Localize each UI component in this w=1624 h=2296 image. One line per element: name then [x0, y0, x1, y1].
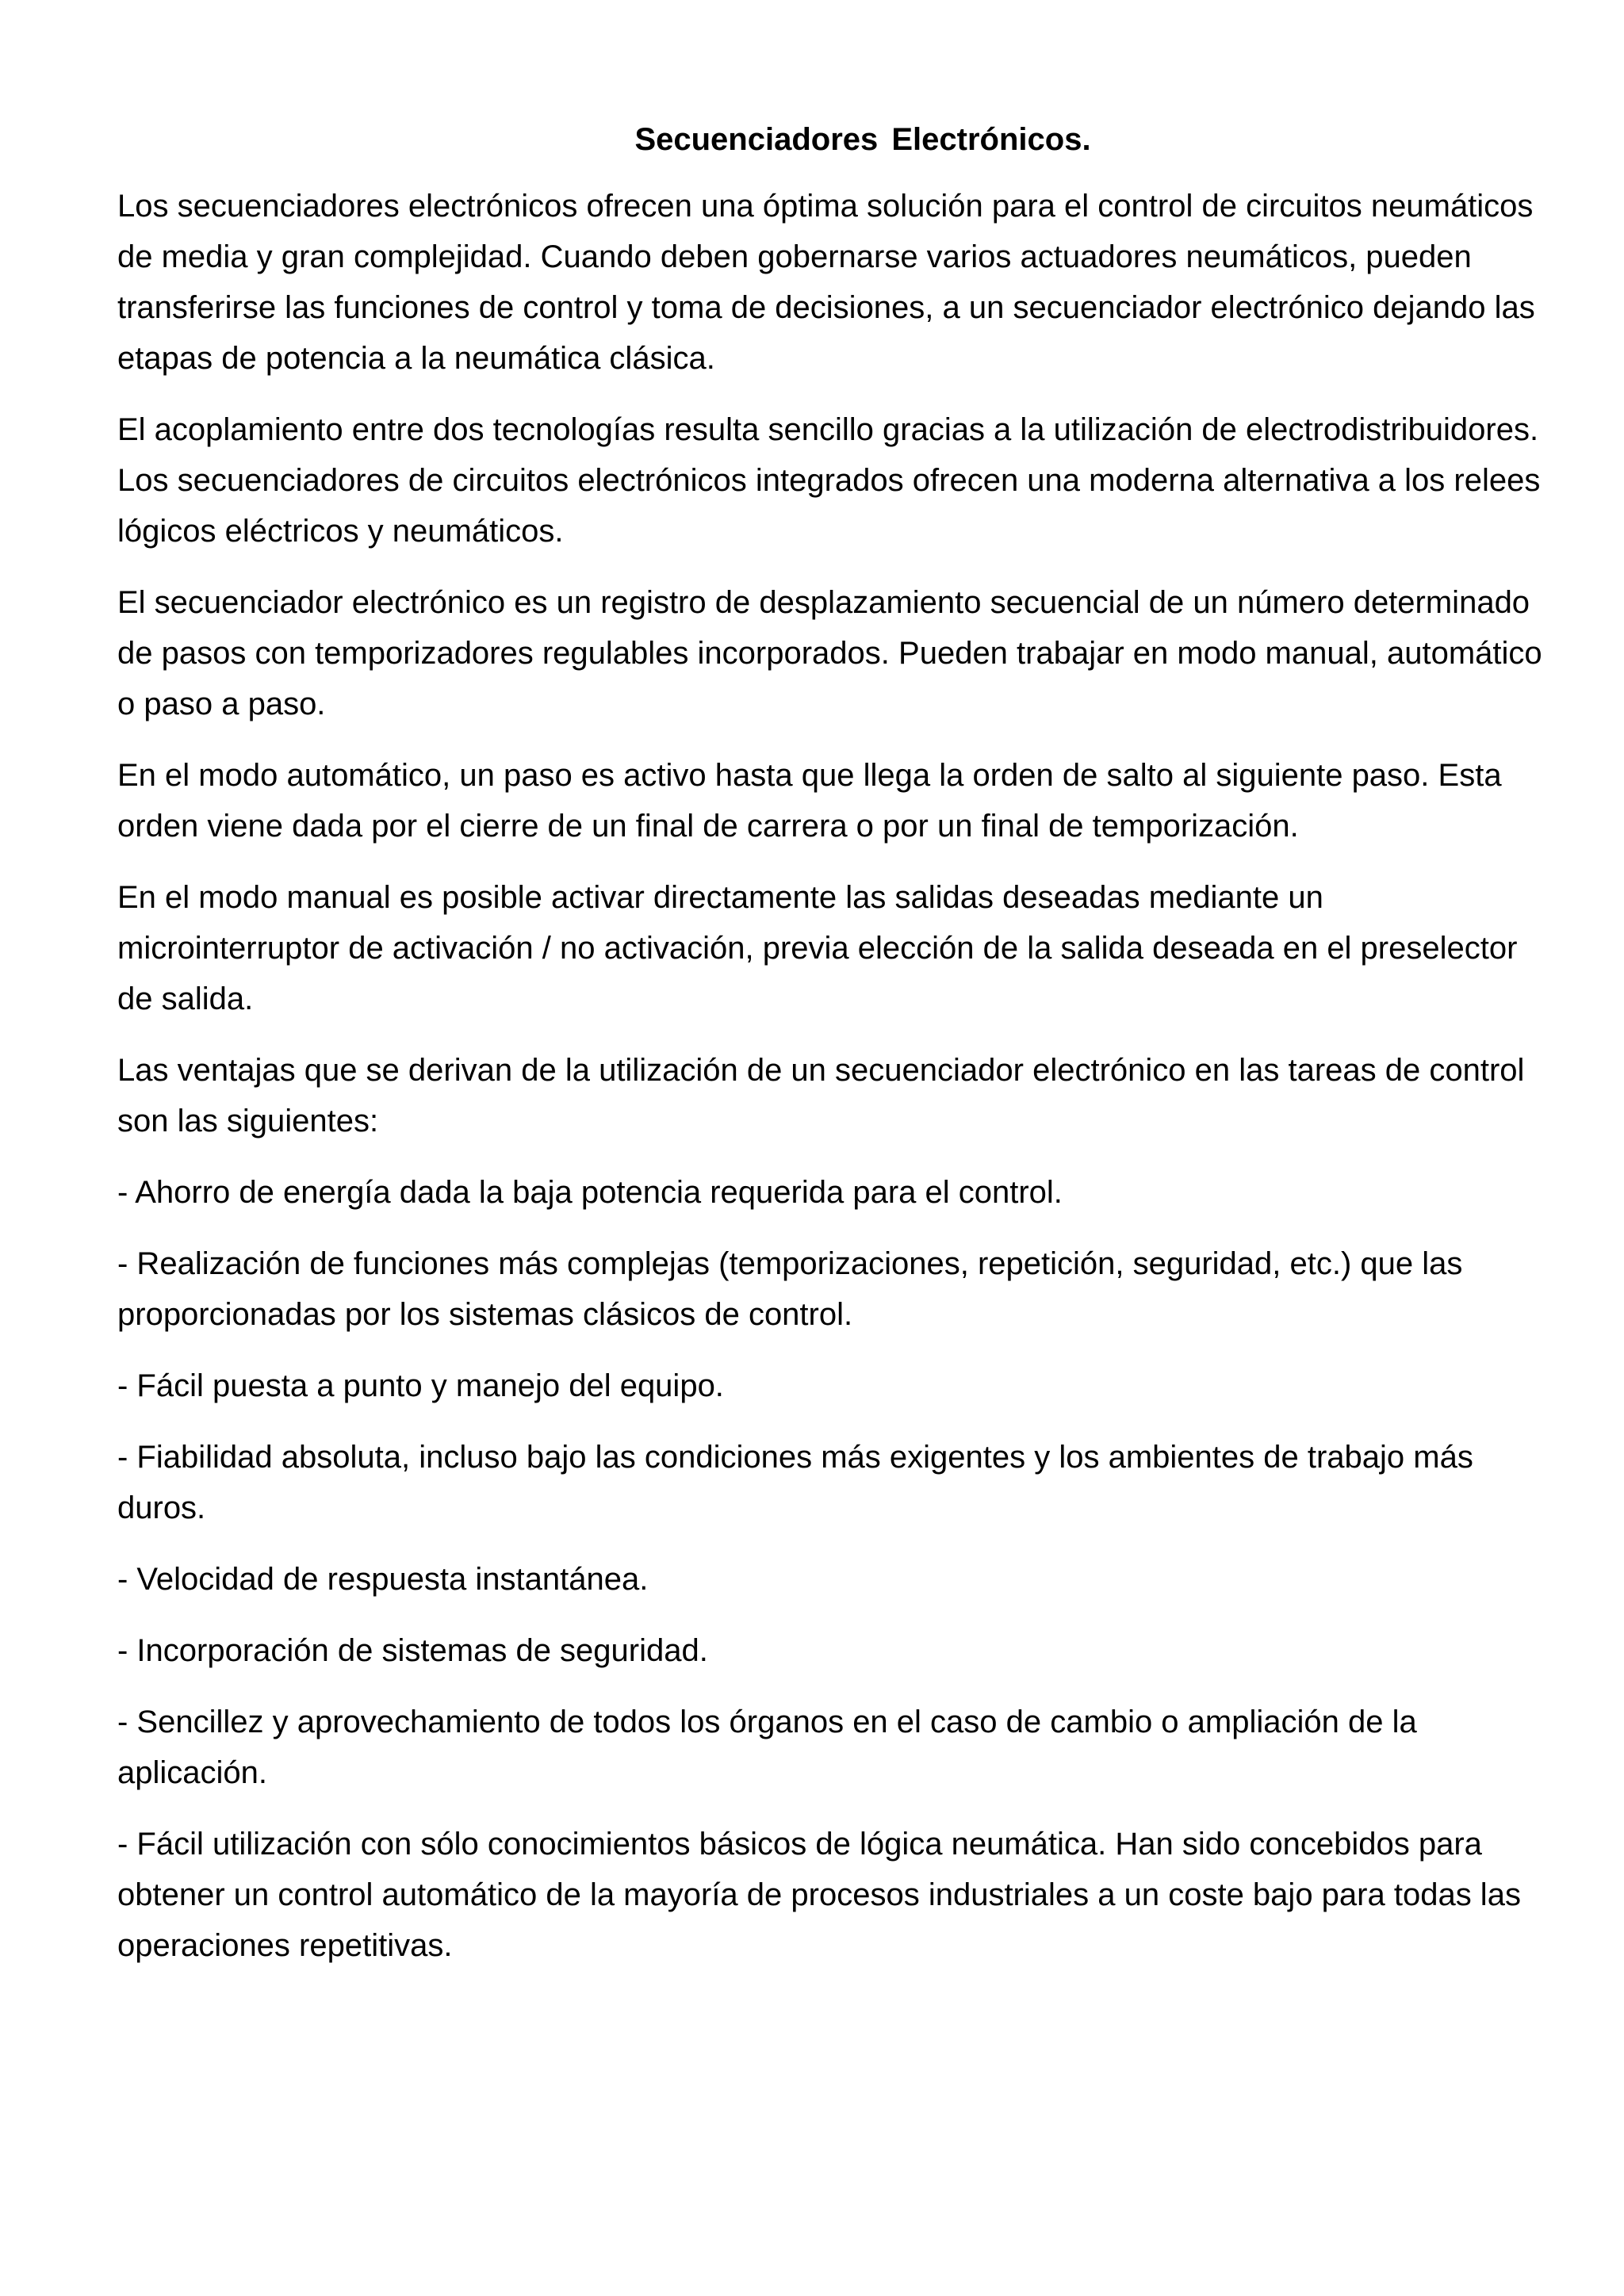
paragraph-definition: El secuenciador electrónico es un registro de desplazamiento secuencial de un número determinado de pasos con temporizadores regulables incorporados. Pueden trabajar en modo manual, automático o paso a paso. — [117, 585, 1542, 721]
paragraph-intro: Los secuenciadores electrónicos ofrecen una óptima solución para el control de circuitos neumáticos de media y gran complejidad. Cuando deben gobernarse varios actuadores neumáticos, pueden transferirse las funciones de control y toma de decisiones, a un secuenciador electrónico dejando las etapas de potencia a la neumática clásica. — [117, 189, 1535, 376]
paragraph-automatic-mode: En el modo automático, un paso es activo hasta que llega la orden de salto al siguiente paso. Esta orden viene dada por el cierre de un final de carrera o por un final de temporización. — [117, 758, 1502, 844]
list-item-response-speed: - Velocidad de respuesta instantánea. — [117, 1562, 649, 1597]
list-item-reliability: - Fiabilidad absoluta, incluso bajo las condiciones más exigentes y los ambientes de trabajo más duros. — [117, 1440, 1473, 1525]
document-page — [117, 117, 1545, 1992]
paragraph-advantages-intro: Las ventajas que se derivan de la utilización de un secuenciador electrónico en las tareas de control son las siguientes: — [117, 1053, 1525, 1138]
list-item-easy-use: - Fácil utilización con sólo conocimientos básicos de lógica neumática. Han sido concebidos para obtener un control automático de la mayoría de procesos industriales a un coste bajo para todas las operaciones repetitivas. — [117, 1827, 1521, 1963]
list-item-easy-setup: - Fácil puesta a punto y manejo del equipo. — [117, 1368, 724, 1403]
document-title: Secuenciadores Electrónicos. — [634, 122, 1091, 157]
paragraph-manual-mode: En el modo manual es posible activar directamente las salidas deseadas mediante un microinterruptor de activación / no activación, previa elección de la salida deseada en el preselector de salida. — [117, 880, 1518, 1016]
list-item-safety-systems: - Incorporación de sistemas de seguridad. — [117, 1633, 708, 1668]
paragraph-coupling: El acoplamiento entre dos tecnologías resulta sencillo gracias a la utilización de electrodistribuidores. Los secuenciadores de circuitos electrónicos integrados ofrecen una moderna alternativa a los relees lógicos eléctricos y neumáticos. — [117, 412, 1541, 549]
list-item-complex-functions: - Realización de funciones más complejas (temporizaciones, repetición, seguridad, etc.) que las proporcionadas por los sistemas clásicos de control. — [117, 1246, 1463, 1332]
list-item-energy-saving: - Ahorro de energía dada la baja potencia requerida para el control. — [117, 1175, 1063, 1210]
list-item-simplicity: - Sencillez y aprovechamiento de todos los órganos en el caso de cambio o ampliación de la aplicación. — [117, 1705, 1417, 1790]
